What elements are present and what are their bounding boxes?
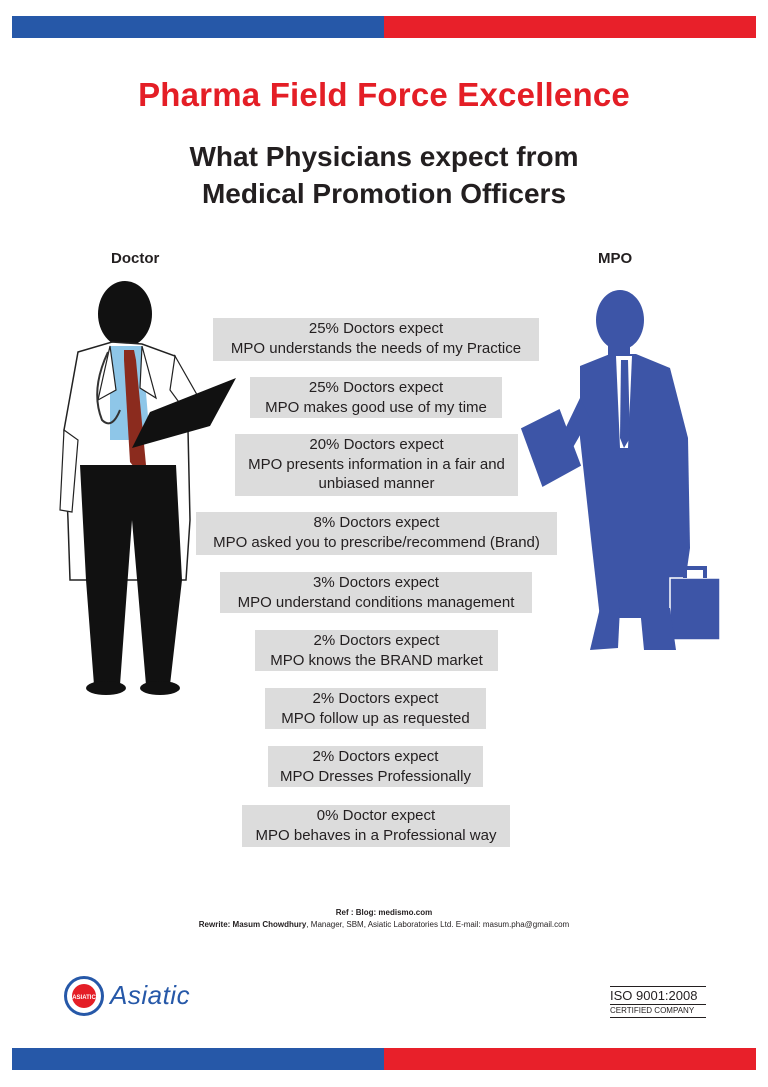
expectation-item-9 xyxy=(242,805,510,847)
expectation-percent: 2% Doctors expect xyxy=(313,632,440,649)
logo-ring-icon xyxy=(64,976,104,1016)
expectation-percent: 2% Doctors expect xyxy=(312,690,439,707)
expectation-percent: 0% Doctor expect xyxy=(316,807,436,824)
expectation-text: MPO behaves in a Professional way xyxy=(255,826,497,844)
expectation-text-cont: unbiased manner xyxy=(318,475,435,492)
expectation-text: MPO asked you to prescribe/recommend (Brand) xyxy=(213,533,540,551)
expectation-text: MPO follow up as requested xyxy=(281,709,470,727)
rewrite-author: Rewrite: Masum Chowdhury xyxy=(198,920,307,929)
iso-title: ISO 9001:2008 xyxy=(610,986,706,1005)
rewrite-credit xyxy=(0,920,768,929)
expectation-percent: 3% Doctors expect xyxy=(313,574,439,591)
expectation-item-6 xyxy=(255,630,498,671)
expectation-text: MPO makes good use of my time xyxy=(265,398,487,416)
expectation-item-2 xyxy=(250,377,502,418)
expectation-percent: 25% Doctors expect xyxy=(308,379,444,396)
expectation-text: MPO presents information in a fair and xyxy=(248,455,505,473)
rewrite-details: , Manager, SBM, Asiatic Laboratories Ltd. E-mail: masum.pha@gmail.com xyxy=(306,920,570,929)
mpo-label: MPO xyxy=(598,250,633,267)
expectation-text: MPO knows the BRAND market xyxy=(270,651,483,669)
subtitle-line-2: Medical Promotion Officers xyxy=(201,178,567,209)
expectation-item-8 xyxy=(268,746,483,787)
expectation-item-4 xyxy=(196,512,557,555)
iso-certification xyxy=(610,986,706,1018)
expectation-percent: 25% Doctors expect xyxy=(308,320,444,337)
expectation-item-3 xyxy=(235,434,518,496)
subtitle-line-1: What Physicians expect from xyxy=(189,141,579,172)
expectation-percent: 8% Doctors expect xyxy=(313,514,440,531)
bottom-blue-bar xyxy=(12,1048,384,1070)
logo-wordmark: Asiatic xyxy=(110,980,191,1010)
iso-subtitle: CERTIFIED COMPANY xyxy=(610,1005,706,1018)
bottom-red-bar xyxy=(384,1048,756,1070)
expectation-percent: 20% Doctors expect xyxy=(309,436,444,453)
expectation-text: MPO understand conditions management xyxy=(237,593,515,611)
expectation-text: MPO Dresses Professionally xyxy=(280,767,471,785)
doctor-label: Doctor xyxy=(111,250,160,267)
expectation-text: MPO understands the needs of my Practice xyxy=(230,339,522,357)
reference-note: Ref : Blog: medismo.com xyxy=(335,908,433,917)
expectation-percent: 2% Doctors expect xyxy=(312,748,439,765)
expectation-item-7 xyxy=(265,688,486,729)
page-title: Pharma Field Force Excellence xyxy=(138,76,630,113)
expectation-item-5 xyxy=(220,572,532,613)
expectation-item-1 xyxy=(213,318,539,361)
logo-small-text: ASIATIC xyxy=(72,995,96,1001)
